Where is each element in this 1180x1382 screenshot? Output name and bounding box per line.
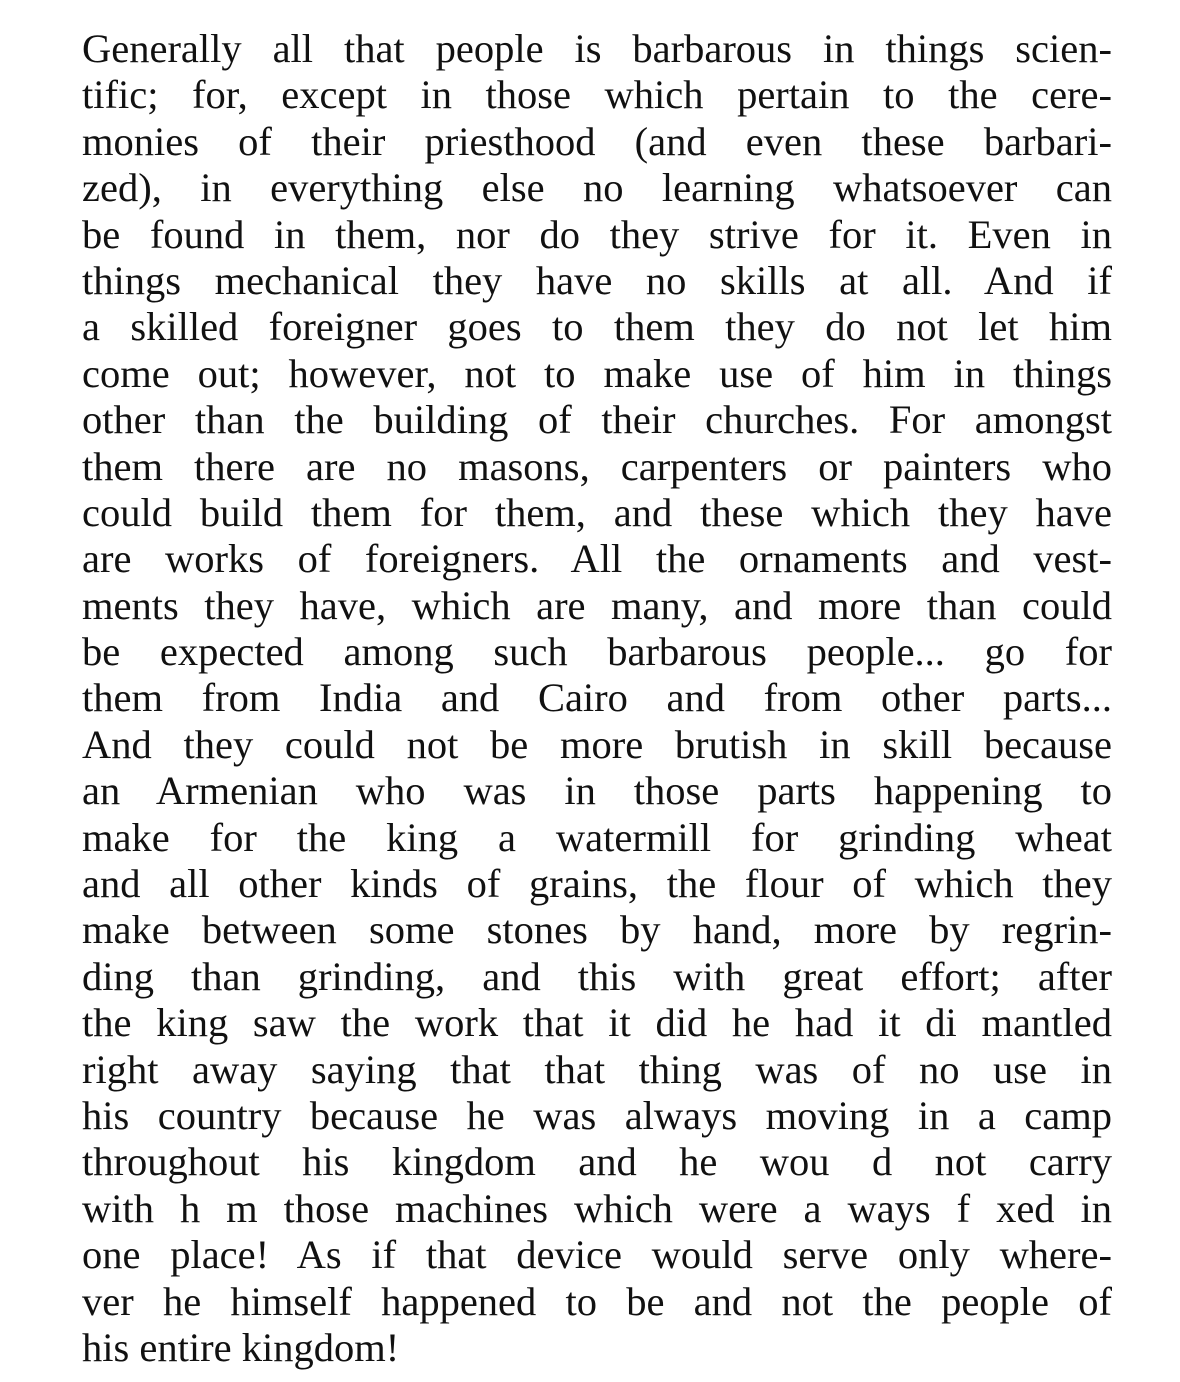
text-line: ver he himself happened to be and not the people of <box>82 1278 1112 1324</box>
text-line: one place! As if that device would serve only where- <box>82 1232 1112 1278</box>
text-line: other than the building of their churches. For amongst <box>82 397 1112 443</box>
text-line: an Armenian who was in those parts happening to <box>82 768 1112 814</box>
text-line: ding than grinding, and this with great effort; after <box>82 953 1112 999</box>
text-line: come out; however, not to make use of him in things <box>82 350 1112 396</box>
text-line: could build them for them, and these which they have <box>82 489 1112 535</box>
text-line: ments they have, which are many, and more than could <box>82 582 1112 628</box>
text-line: make for the king a watermill for grinding wheat <box>82 814 1112 860</box>
text-line: things mechanical they have no skills at all. And if <box>82 257 1112 303</box>
text-line: zed), in everything else no learning whatsoever can <box>82 165 1112 211</box>
text-line: monies of their priesthood (and even these barbari- <box>82 118 1112 164</box>
paragraph <box>82 26 1112 1371</box>
text-line: and all other kinds of grains, the flour of which they <box>82 861 1112 907</box>
text-line: Generally all that people is barbarous in things scien- <box>82 26 1112 71</box>
text-line: tific; for, except in those which pertain to the cere- <box>82 72 1112 118</box>
text-line: them there are no masons, carpenters or painters who <box>82 443 1112 489</box>
text-line: the king saw the work that it did he had it di mantled <box>82 1000 1112 1046</box>
text-line: them from India and Cairo and from other parts... <box>82 675 1112 721</box>
text-line: make between some stones by hand, more by regrin- <box>82 907 1112 953</box>
text-line: be found in them, nor do they strive for it. Even in <box>82 211 1112 257</box>
text-line: his country because he was always moving in a camp <box>82 1092 1112 1138</box>
text-line: be expected among such barbarous people... go for <box>82 629 1112 675</box>
text-line: throughout his kingdom and he wou d not carry <box>82 1139 1112 1185</box>
text-line: And they could not be more brutish in skill because <box>82 721 1112 767</box>
text-line: with h m those machines which were a ways f xed in <box>82 1185 1112 1231</box>
text-line: are works of foreigners. All the ornaments and vest- <box>82 536 1112 582</box>
text-line: a skilled foreigner goes to them they do not let him <box>82 304 1112 350</box>
text-line-last: his entire kingdom! <box>82 1324 400 1370</box>
text-line: right away saying that that thing was of no use in <box>82 1046 1112 1092</box>
